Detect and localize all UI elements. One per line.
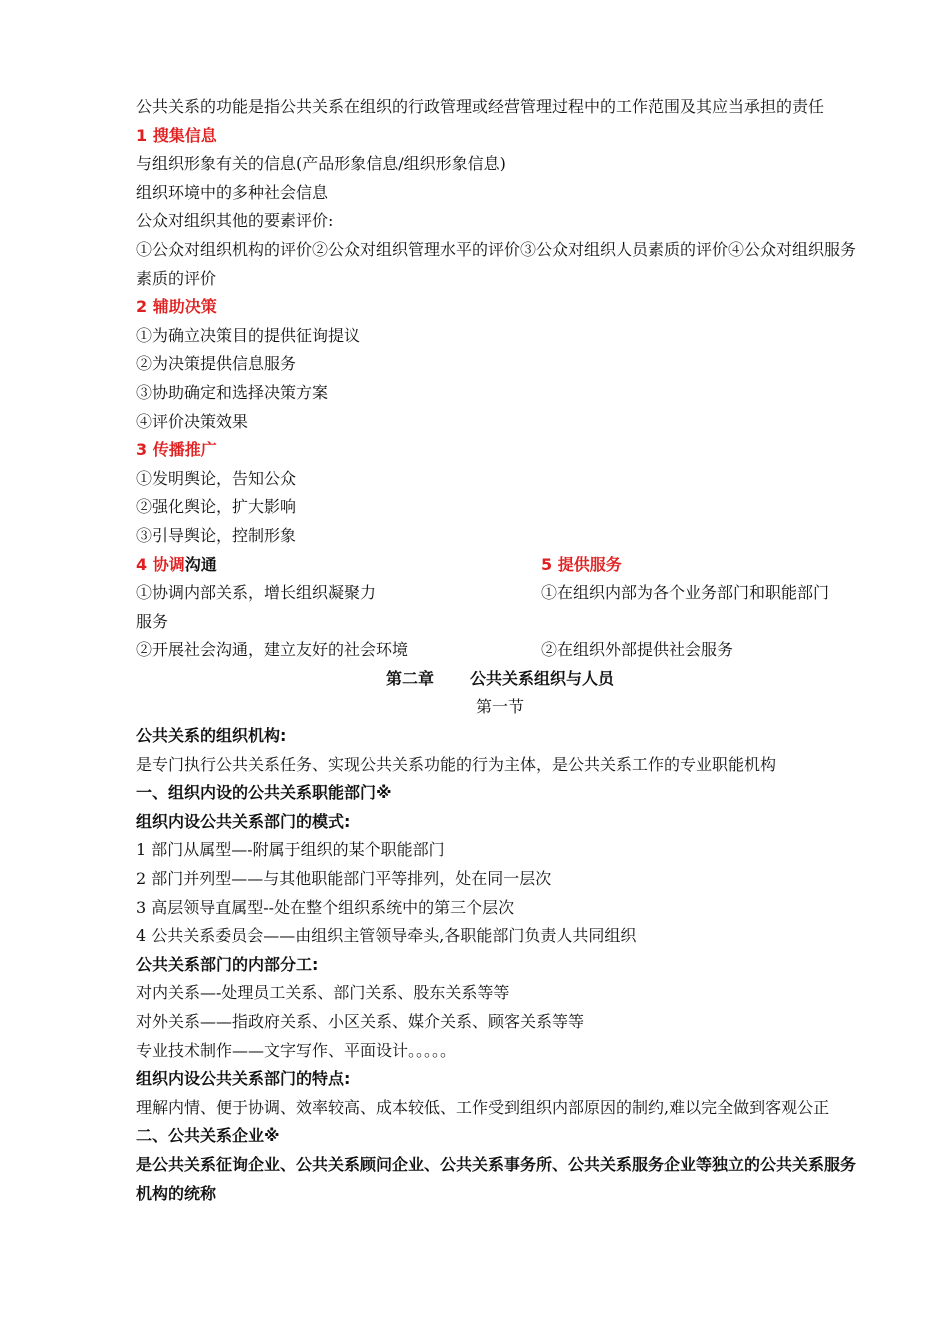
- list-item: ①协调内部关系，增长组织凝聚力: [136, 583, 377, 603]
- two-column-row: [136, 579, 864, 608]
- section-heading-provide-service: 5 提供服务: [541, 554, 622, 574]
- two-column-headings: [136, 551, 864, 580]
- chapter-number: 第二章: [385, 668, 434, 688]
- list-item: 2 部门并列型——与其他职能部门平等排列，处在同一层次: [136, 869, 552, 889]
- list-item: ①在组织内部为各个业务部门和职能部门: [541, 583, 830, 603]
- section-heading-assist-decision: 2 辅助决策: [136, 297, 217, 317]
- org-description: 是专门执行公共关系任务、实现公共关系功能的行为主体，是公共关系工作的专业职能机构: [136, 754, 777, 774]
- section-heading-collect-info: 1 搜集信息: [136, 125, 217, 145]
- list-item: 对外关系——指政府关系、小区关系、媒介关系、顾客关系等等: [136, 1012, 585, 1031]
- feature-paragraph: 理解内情、便于协调、效率较高、成本较低、工作受到组织内部原因的制约,难以完全做到客观公正: [136, 1097, 830, 1117]
- chapter-title: [136, 665, 864, 694]
- list-item: 专业技术制作——文字写作、平面设计。。。。。: [136, 1040, 457, 1060]
- part-two-description: 是公共关系征询企业、公共关系顾问企业、公共关系事务所、公共关系服务企业等独立的公共关系服务机构的统称: [136, 1154, 857, 1203]
- list-item: ①为确立决策目的提供征询提议: [136, 325, 361, 345]
- list-item: 与组织形象有关的信息(产品形象信息/组织形象信息): [136, 154, 506, 174]
- two-column-row: [136, 636, 864, 665]
- feature-heading: 组织内设公共关系部门的特点:: [136, 1069, 351, 1089]
- org-heading: 公共关系的组织机构:: [136, 726, 287, 746]
- section-title: 第一节: [475, 697, 524, 717]
- list-item: ③引导舆论，控制形象: [136, 525, 297, 545]
- section-heading-coordinate: 4 协调沟通: [136, 554, 217, 574]
- intro-paragraph: 公共关系的功能是指公共关系在组织的行政管理或经营管理过程中的工作范围及其应当承担的责任: [136, 97, 825, 116]
- document-page: [136, 93, 864, 1208]
- list-item: ②在组织外部提供社会服务: [541, 640, 734, 660]
- chapter-name: 公共关系组织与人员: [470, 668, 615, 688]
- list-item: ②开展社会沟通，建立友好的社会环境: [136, 640, 409, 660]
- part-one-heading: 一、组织内设的公共关系职能部门※: [136, 783, 392, 803]
- section-heading-communication: 3 传播推广: [136, 440, 217, 460]
- list-item: 4 公共关系委员会——由组织主管领导牵头,各职能部门负责人共同组织: [136, 926, 637, 946]
- list-item: 组织环境中的多种社会信息: [136, 182, 329, 202]
- division-heading: 公共关系部门的内部分工:: [136, 954, 319, 974]
- mode-heading: 组织内设公共关系部门的模式:: [136, 811, 351, 831]
- list-item-continuation: 服务: [136, 611, 169, 631]
- list-item: 公众对组织其他的要素评价:: [136, 211, 334, 231]
- list-item: ②为决策提供信息服务: [136, 354, 297, 374]
- list-item: ③协助确定和选择决策方案: [136, 382, 329, 402]
- list-item: ④评价决策效果: [136, 411, 249, 431]
- list-item: 1 部门从属型—-附属于组织的某个职能部门: [136, 840, 445, 860]
- list-item: 3 高层领导直属型--处在整个组织系统中的第三个层次: [136, 897, 515, 917]
- list-item: 对内关系—-处理员工关系、部门关系、股东关系等等: [136, 983, 510, 1003]
- list-item: ②强化舆论，扩大影响: [136, 497, 297, 517]
- evaluation-paragraph: ①公众对组织机构的评价②公众对组织管理水平的评价③公众对组织人员素质的评价④公众对组织服务素质的评价: [136, 239, 857, 288]
- list-item: ①发明舆论，告知公众: [136, 468, 297, 488]
- part-two-heading: 二、公共关系企业※: [136, 1126, 280, 1146]
